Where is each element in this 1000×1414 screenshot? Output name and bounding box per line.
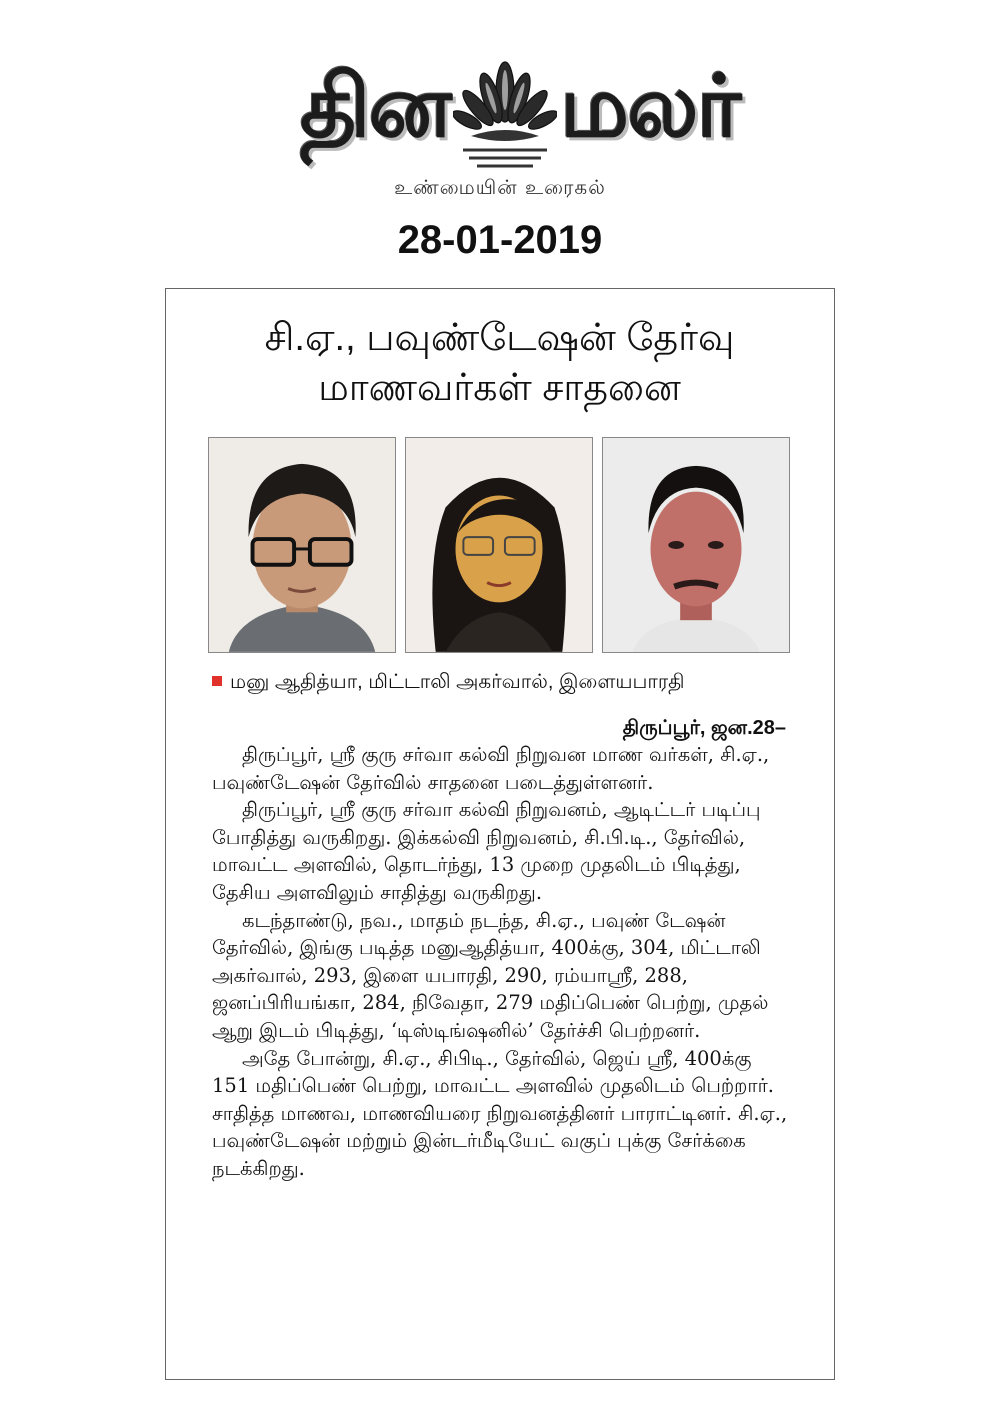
article-headline (166, 313, 833, 413)
masthead-title-left: தின (300, 57, 450, 157)
article-paragraph-3: கடந்தாண்டு, நவ., மாதம் நடந்த, சி.ஏ., பவுண் டேஷன் தேர்வில், இங்கு படித்த மனுஆதித்யா, 400க்கு, 304, மிட்டாலி அகர்வால், 293, இளை யபாரதி, 290, ரம்யாஸ்ரீ, 288, ஜனப்பிரியங்கா, 284, நிவேதா, 279 மதிப்பெண் பெற்று, முதல் ஆறு இடம் பிடித்து, ‘டிஸ்டிங்ஷனில்’ தேர்ச்சி பெற்றனர். (212, 908, 769, 1042)
caption-marker-icon (212, 676, 222, 686)
article-paragraph-2: திருப்பூர், ஸ்ரீ குரு சர்வா கல்வி நிறுவனம், ஆடிட்டர் படிப்பு போதித்து வருகிறது. இக்கல்வி நிறுவனம், சி.பி.டி., தேர்வில், மாவட்ட அளவில், தொடர்ந்து, 13 முறை முதலிடம் பிடித்து, தேசிய அளவிலும் சாதித்து வருகிறது. (212, 798, 761, 904)
headline-line-2: மாணவர்கள் சாதனை (318, 367, 681, 409)
student-photo-3 (602, 437, 790, 653)
photo-strip (208, 437, 794, 655)
publication-date: 28-01-2019 (397, 218, 603, 262)
masthead-title-right: மலர் (560, 57, 740, 157)
article-clipping (165, 288, 835, 1380)
masthead-tagline: உண்மையின் உரைகல் (394, 175, 606, 199)
article-dateline: திருப்பூர், ஜன.28– (622, 717, 786, 739)
caption-text: மனு ஆதித்யா, மிட்டாலி அகர்வால், இளையபாரதி (230, 671, 685, 693)
article-paragraph-1: திருப்பூர், ஸ்ரீ குரு சர்வா கல்வி நிறுவன மாண வர்கள், சி.ஏ., பவுண்டேஷன் தேர்வில் சாதனை படைத்துள்ளனர். (212, 743, 770, 794)
article-paragraph-4: அதே போன்று, சி.ஏ., சிபிடி., தேர்வில், ஜெய் ஸ்ரீ, 400க்கு 151 மதிப்பெண் பெற்று, மாவட்ட அளவில் முதலிடம் பெற்றார். சாதித்த மாணவ, மாணவியரை நிறுவனத்தினர் பாராட்டினர். சி.ஏ., பவுண்டேஷன் மற்றும் இன்டர்மீடியேட் வகுப் புக்கு சேர்க்கை நடக்கிறது. (212, 1046, 788, 1180)
photo-caption (212, 671, 812, 696)
headline-line-1: சி.ஏ., பவுண்டேஷன் தேர்வு (264, 317, 735, 359)
masthead (215, 50, 785, 199)
student-photo-2 (405, 437, 593, 653)
article-body (212, 741, 788, 1183)
lotus-icon (453, 50, 557, 175)
student-photo-1 (208, 437, 396, 653)
